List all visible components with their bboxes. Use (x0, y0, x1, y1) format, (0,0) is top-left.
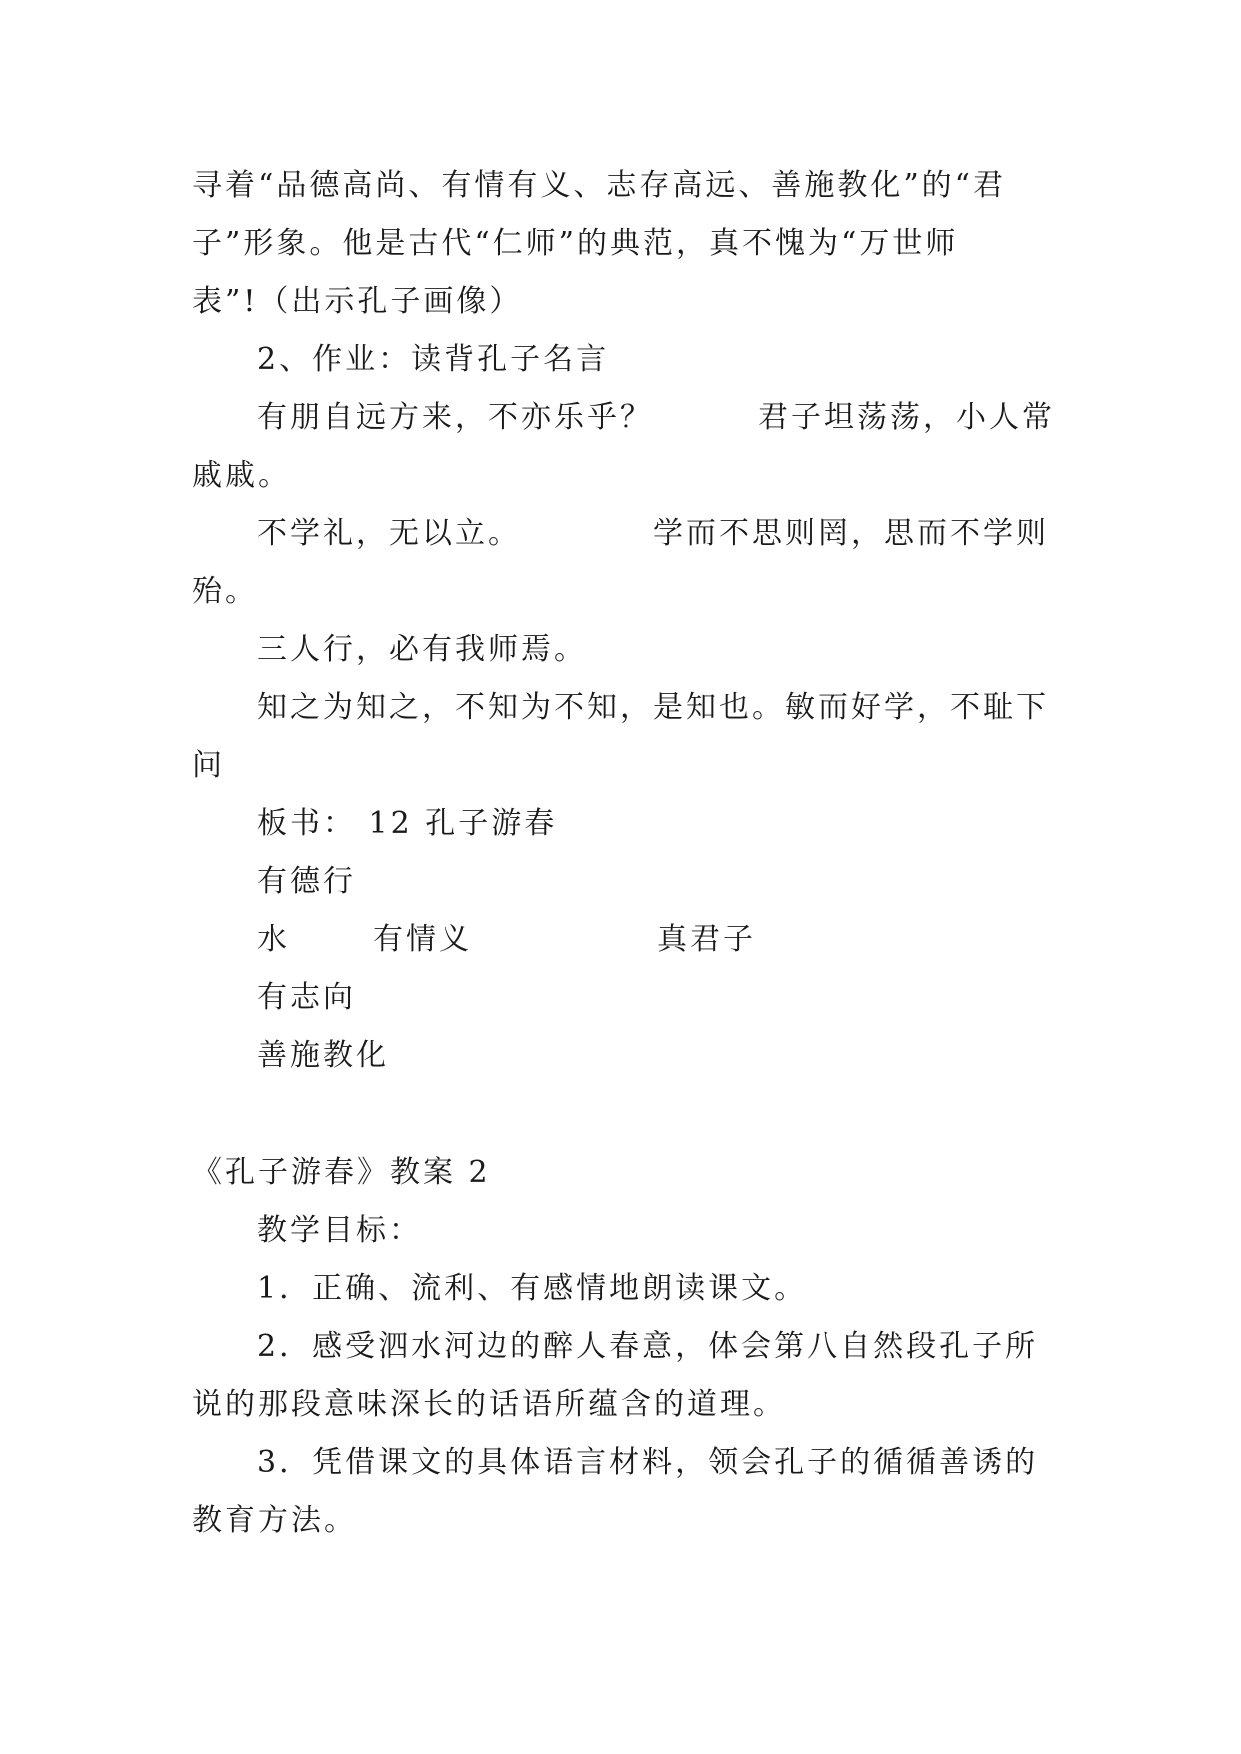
quote-line: 殆。 (192, 574, 258, 609)
board-item: 有德行 (257, 864, 356, 899)
paragraph-line: 寻着“品德高尚、有情有义、志存高远、善施教化”的“君 (192, 168, 1007, 203)
quote-line: 学而不思则罔，思而不学则 (653, 516, 1049, 551)
quote-line: 知之为知之，不知为不知，是知也。敏而好学，不耻下 (257, 690, 1049, 725)
board-item: 善施教化 (257, 1038, 389, 1073)
quote-line: 三人行，必有我师焉。 (257, 632, 587, 667)
quote-line: 君子坦荡荡，小人常 (758, 400, 1055, 435)
paragraph-line: 子”形象。他是古代“仁师”的典范，真不愧为“万世师 (192, 226, 959, 261)
board-item: 有志向 (257, 980, 356, 1015)
goal-line: 说的那段意味深长的话语所蕴含的道理。 (192, 1387, 786, 1422)
board-item: 水 (257, 922, 290, 957)
goal-line: 教育方法。 (192, 1503, 357, 1538)
goal-line: 2．感受泗水河边的醉人春意，体会第八自然段孔子所 (257, 1329, 1039, 1364)
quote-line: 不学礼，无以立。 (257, 516, 521, 551)
board-item: 有情义 (373, 922, 472, 957)
goals-title: 教学目标： (257, 1213, 422, 1248)
board-item: 真君子 (657, 922, 756, 957)
quote-line: 有朋自远方来，不亦乐乎？ (257, 400, 653, 435)
goal-line: 3．凭借课文的具体语言材料，领会孔子的循循善诱的 (257, 1445, 1039, 1480)
paragraph-line: 表”!（出示孔子画像） (192, 284, 523, 319)
section-heading: 《孔子游春》教案 2 (192, 1155, 491, 1190)
quote-line: 问 (192, 748, 225, 783)
board-title: 板书： 12 孔子游春 (257, 806, 558, 841)
homework-title: 2、作业：读背孔子名言 (257, 342, 610, 377)
goal-line: 1．正确、流利、有感情地朗读课文。 (257, 1271, 808, 1306)
quote-line: 戚戚。 (192, 458, 291, 493)
